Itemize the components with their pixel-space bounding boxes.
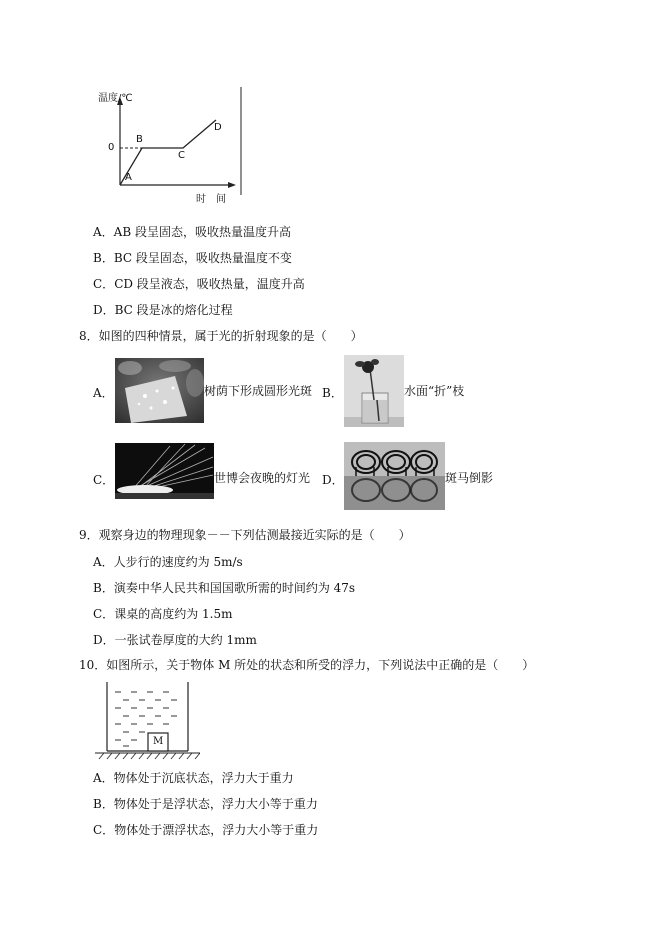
point-label-a: A bbox=[125, 172, 132, 183]
q9-option-c[interactable] bbox=[93, 607, 232, 621]
q8-stem: 8．如图的四种情景，属于光的折射现象的是（ ） bbox=[79, 329, 363, 343]
q9-option-c-text: 课桌的高度约为 1.5m bbox=[114, 607, 233, 621]
x-axis-label: 时 间 bbox=[196, 194, 226, 205]
q7-option-c-text: CD 段呈液态，吸收热量，温度升高 bbox=[114, 277, 305, 291]
q8-option-a-caption: 树荫下形成圆形光斑 bbox=[204, 384, 313, 398]
q7-option-d[interactable] bbox=[93, 303, 233, 317]
q9-option-b-letter: B． bbox=[93, 581, 114, 595]
flower-in-water-glass-photo bbox=[344, 355, 404, 427]
temperature-time-graph bbox=[90, 85, 250, 210]
q9-stem: 9．观察身边的物理现象－－下列估测最接近实际的是（ ） bbox=[79, 528, 411, 542]
q8-option-c-caption: 世博会夜晚的灯光 bbox=[214, 471, 311, 485]
point-label-c: C bbox=[178, 150, 185, 161]
tree-shade-light-spots-photo bbox=[115, 358, 204, 423]
q9-option-a-text: 人步行的速度约为 5m/s bbox=[113, 555, 243, 569]
q9-option-a[interactable] bbox=[93, 555, 243, 569]
y-axis-label: 温度/℃ bbox=[98, 93, 133, 104]
q7-option-d-text: BC 段是冰的熔化过程 bbox=[114, 303, 233, 317]
q10-stem: 10．如图所示，关于物体 M 所处的状态和所受的浮力，下列说法中正确的是（ ） bbox=[79, 658, 535, 672]
q7-option-d-letter: D． bbox=[93, 303, 115, 317]
q8-option-d-caption: 斑马倒影 bbox=[445, 471, 494, 485]
q7-option-c-letter: C． bbox=[93, 277, 115, 291]
q8-option-c-letter[interactable]: C． bbox=[93, 473, 115, 487]
q7-option-b-text: BC 段呈固态，吸收热量温度不变 bbox=[113, 251, 292, 265]
q8-option-b-caption: 水面“折”枝 bbox=[404, 384, 465, 398]
q8-option-a-letter[interactable]: A． bbox=[93, 386, 114, 400]
q7-option-c[interactable] bbox=[93, 277, 305, 291]
q8-option-d-letter[interactable]: D． bbox=[322, 473, 344, 487]
q10-option-a-text: 物体处于沉底状态，浮力大于重力 bbox=[113, 771, 294, 785]
q9-option-d-letter: D． bbox=[93, 633, 115, 647]
q10-option-a-letter: A． bbox=[93, 771, 114, 785]
q10-option-c-text: 物体处于漂浮状态，浮力大小等于重力 bbox=[114, 823, 319, 837]
q10-option-c-letter: C． bbox=[93, 823, 115, 837]
expo-night-lights-photo bbox=[115, 443, 214, 499]
q7-option-b-letter: B． bbox=[93, 251, 114, 265]
q10-option-a[interactable] bbox=[93, 771, 294, 785]
zebra-reflection-photo bbox=[344, 442, 445, 510]
q7-option-b[interactable] bbox=[93, 251, 292, 265]
q9-option-a-letter: A． bbox=[93, 555, 114, 569]
q10-option-b-letter: B． bbox=[93, 797, 114, 811]
water-container-drawing bbox=[95, 680, 200, 762]
q9-option-b[interactable] bbox=[93, 581, 355, 595]
q9-option-d[interactable] bbox=[93, 633, 257, 647]
q7-option-a-letter: A． bbox=[93, 225, 114, 239]
q10-option-c[interactable] bbox=[93, 823, 318, 837]
point-label-b: B bbox=[136, 134, 143, 145]
point-label-d: D bbox=[214, 122, 222, 133]
zero-label: 0 bbox=[108, 142, 115, 153]
q10-option-b-text: 物体处于是浮状态，浮力大小等于重力 bbox=[113, 797, 318, 811]
object-m-label: M bbox=[153, 736, 164, 747]
q9-option-c-letter: C． bbox=[93, 607, 115, 621]
q10-option-b[interactable] bbox=[93, 797, 318, 811]
q8-option-b-letter[interactable]: B． bbox=[322, 386, 343, 400]
q7-option-a-text: AB 段呈固态，吸收热量温度升高 bbox=[113, 225, 291, 239]
q9-option-b-text: 演奏中华人民共和国国歌所需的时间约为 47s bbox=[113, 581, 356, 595]
q7-option-a[interactable] bbox=[93, 225, 291, 239]
container-diagram bbox=[95, 680, 200, 762]
q9-option-d-text: 一张试卷厚度的大约 1mm bbox=[114, 633, 257, 647]
